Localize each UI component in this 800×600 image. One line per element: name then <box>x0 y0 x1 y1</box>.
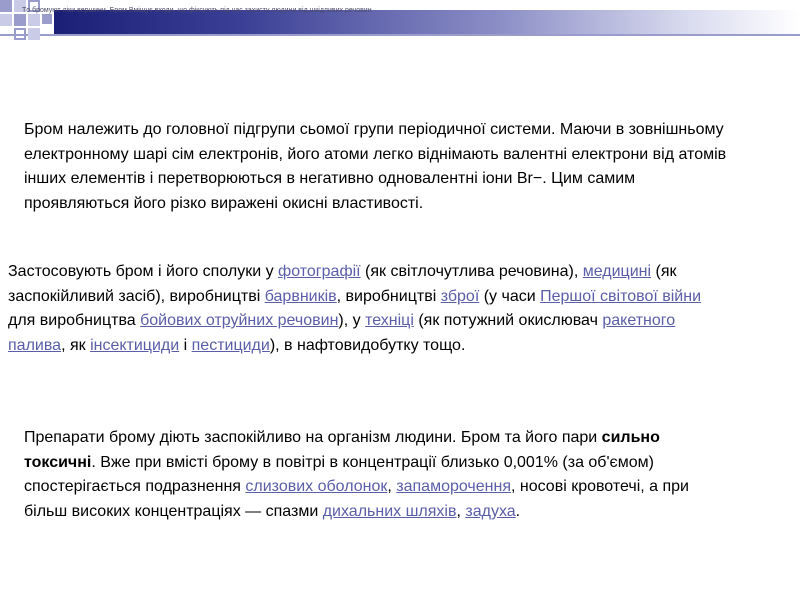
header-divider <box>0 34 800 36</box>
text-span: ), у <box>338 312 366 329</box>
link-suffocation[interactable]: задуха <box>465 502 516 520</box>
link-rocket-fuel[interactable]: ракетного палива <box>8 312 676 354</box>
text-span: (як потужний окислювач <box>413 312 603 329</box>
link-medicine[interactable]: медицині <box>582 263 652 280</box>
text-span: , <box>456 502 466 520</box>
text-span: (як заспокійливий засіб), виробництві <box>8 263 677 305</box>
text-span: , як <box>61 336 91 354</box>
text-span: Препарати брому діють заспокійливо на організм людини. Бром та його пари <box>24 429 602 446</box>
decor-square <box>0 0 12 12</box>
text-span: . Вже при вмісті брому в повітрі в концентрації близько 0,001% (за об'ємом) спостерігається подразнення <box>24 453 654 495</box>
text-span: (як світлочутлива речовина), <box>360 263 583 280</box>
decor-square <box>42 14 52 24</box>
link-respiratory-tract[interactable]: дихальних шляхів <box>322 502 457 520</box>
paragraph-bromine-toxicity <box>24 426 714 524</box>
link-technology[interactable]: техніці <box>365 312 414 329</box>
text-span: Застосовують бром і його сполуки у <box>8 263 279 280</box>
link-dizziness[interactable]: запаморочення <box>396 478 511 495</box>
link-pesticides[interactable]: пестициди <box>191 336 270 354</box>
paragraph-bromine-group: Бром належить до головної підгрупи сьомої групи періодичної системи. Маючи в зовнішньому електронному шарі сім електронів, його атоми легко віднімають валентні електрони від атомів інших елементів і перетворюються в негативно одновалентні іони Br−. Цим самим проявляються його різко виражені окисні властивості. <box>24 121 727 212</box>
text-span: для виробництва <box>8 312 141 329</box>
text-span: , виробництві <box>336 287 441 305</box>
text-span: , <box>387 478 397 495</box>
header-text: Tо бромуют ліки вершини. Бром Вміщує входи, що фіксують під час захисту людини від шкідливих речовин <box>22 7 372 14</box>
decor-square <box>28 28 40 40</box>
text-span: . <box>515 502 521 520</box>
decor-square <box>14 28 26 40</box>
text-span: , носові кровотечі, а при більш високих концентраціях — спазми <box>24 478 689 520</box>
link-mucous-membranes[interactable]: слизових оболонок <box>245 478 388 495</box>
link-weapons[interactable]: зброї <box>440 287 480 305</box>
link-dyes[interactable]: барвників <box>264 287 337 305</box>
text-span: і <box>179 336 192 354</box>
text-span: ), в нафтовидобутку тощо. <box>269 336 466 354</box>
decor-square <box>28 14 40 26</box>
link-photography[interactable]: фотографії <box>278 263 361 280</box>
bold-highly-toxic: сильно токсичні <box>24 429 660 471</box>
text-span: (у часи <box>479 287 541 305</box>
decor-square <box>0 14 12 26</box>
link-insecticides[interactable]: інсектициди <box>90 336 180 354</box>
decor-square <box>14 14 26 26</box>
link-chemical-agents[interactable]: бойових отруйних речовин <box>140 312 339 329</box>
paragraph-bromine-uses <box>8 260 728 358</box>
link-world-war-one[interactable]: Першої світової війни <box>540 287 702 305</box>
